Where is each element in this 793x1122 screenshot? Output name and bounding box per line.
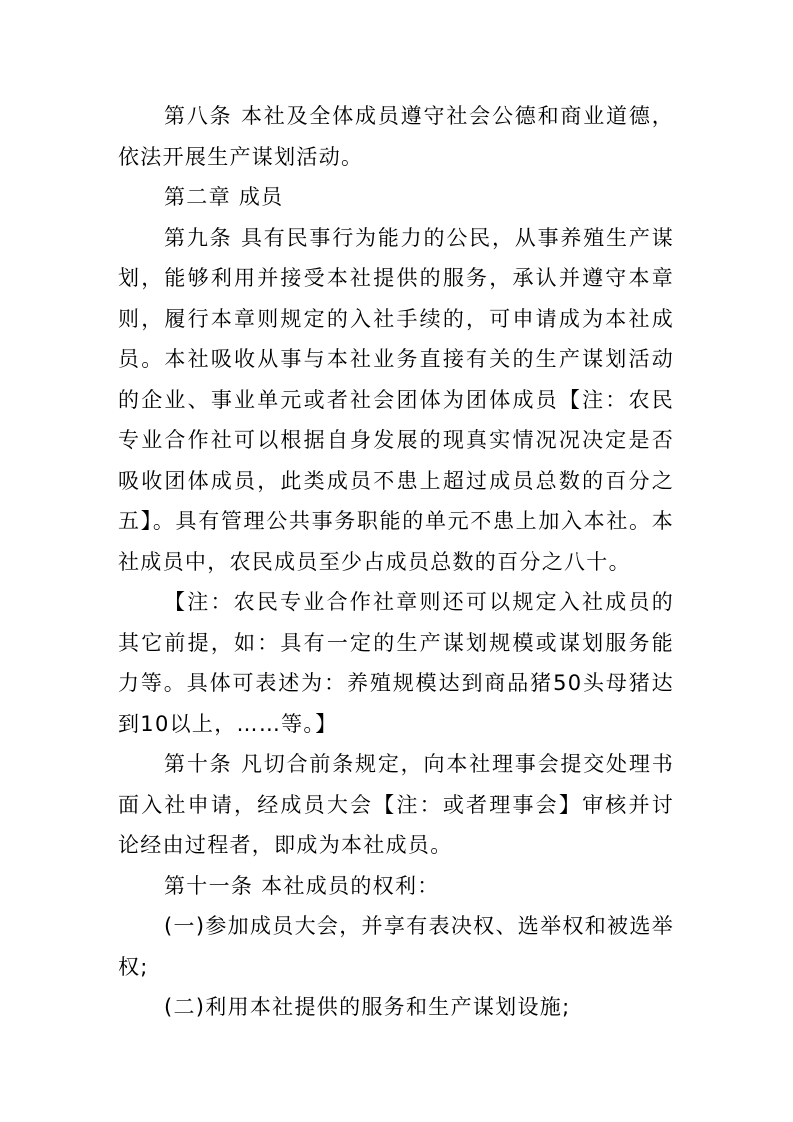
- chapter-2-heading: 第二章 成员: [164, 185, 284, 209]
- article-11-paragraph: 第十一条 本社成员的权利：: [164, 873, 440, 898]
- article-8-paragraph: 第八条 本社及全体成员遵守社会公德和商业道德，依法开展生产谋划活动。: [118, 104, 674, 169]
- document-page: [118, 96, 674, 1028]
- rights-item-2: (二)利用本社提供的服务和生产谋划设施;: [164, 995, 571, 1019]
- article-9-paragraph: 第九条 具有民事行为能力的公民，从事养殖生产谋划，能够利用并接受本社提供的服务，承认并遵守本章则，履行本章则规定的入社手续的，可申请成为本社成员。本社吸收从事与本社业务直接有关的生产谋划活动的企业、事业单元或者社会团体为团体成员【注：农民专业合作社可以根据自身发展的现真实情况况决定是否吸收团体成员，此类成员不患上超过成员总数的百分之五】。具有管理公共事务职能的单元不患上加入本社。本社成员中，农民成员至少占成员总数的百分之八十。: [118, 225, 674, 574]
- article-10-paragraph: 第十条 凡切合前条规定，向本社理事会提交处理书面入社申请，经成员大会【注：或者理事会】审核并讨论经由过程者，即成为本社成员。: [118, 752, 674, 857]
- rights-item-1: (一)参加成员大会，并享有表决权、选举权和被选举权;: [118, 914, 674, 979]
- note-paragraph: 【注：农民专业合作社章则还可以规定入社成员的其它前提，如：具有一定的生产谋划规模或谋划服务能力等。具体可表述为：养殖规模达到商品猪50头母猪达到10以上，……等。】: [118, 590, 674, 736]
